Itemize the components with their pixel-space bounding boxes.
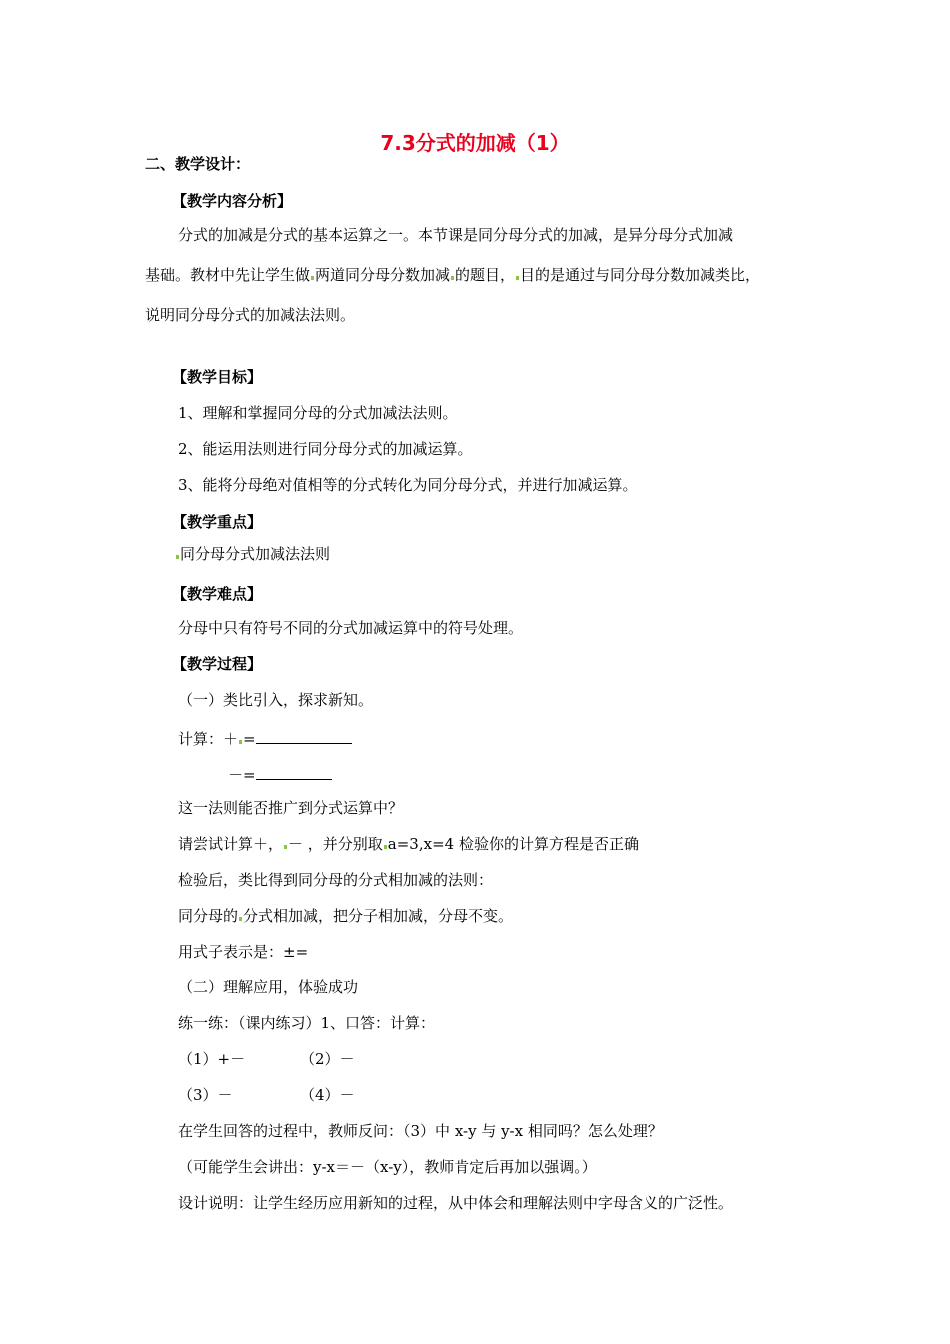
rule-text-a: 同分母的 [178,907,239,925]
difficulty-heading: 【教学难点】 [172,585,263,603]
try-line [178,834,639,854]
mark-dot [384,845,387,849]
mark-dot [284,845,287,849]
mark-dot [516,276,519,280]
content-analysis-heading: 【教学内容分析】 [172,192,293,210]
question-text: 这一法则能否推广到分式运算中？ [178,799,404,817]
process-part-1: （一）类比引入，探求新知。 [178,691,374,709]
goals-heading: 【教学目标】 [172,368,263,386]
rule-text-b: 分式相加减，把分子相加减，分母不变。 [243,907,514,925]
content-analysis-text-c: 的题目， [455,266,516,284]
key-point-text [175,544,330,564]
content-analysis-line-1: 分式的加减是分式的基本运算之一。本节课是同分母分式的加减，是异分母分式加减 [178,226,734,244]
student-answer: （可能学生会讲出：y-x＝－（x-y），教师肯定后再加以强调。） [178,1158,597,1176]
process-heading: 【教学过程】 [172,655,263,673]
content-analysis-text-b: 两道同分母分数加减 [315,266,451,284]
mark-dot [451,276,454,280]
calc-line-2 [228,763,332,785]
practice-text: 练一练：（课内练习）1、口答：计算： [178,1014,436,1032]
rule-line [178,906,513,926]
exercise-4: （4）－ [300,1086,355,1104]
exercise-1: （1）+－ [178,1050,246,1068]
goal-item: 1、理解和掌握同分母的分式加减法法则。 [178,404,458,422]
difficulty-text: 分母中只有符号不同的分式加减运算中的符号处理。 [178,619,524,637]
page-title: 7.3分式的加减（1） [380,131,570,155]
teacher-question: 在学生回答的过程中，教师反问：（3）中 x-y 与 y-x 相同吗？怎么处理？ [178,1122,663,1140]
key-point-heading: 【教学重点】 [172,513,263,531]
mark-dot [311,276,314,280]
key-point-label: 同分母分式加减法法则 [180,545,331,563]
content-analysis-text-d: 目的是通过与同分母分数加减类比， [520,266,761,284]
try-text-a: 请尝试计算＋， [178,835,284,853]
process-part-2: （二）理解应用，体验成功 [178,978,359,996]
mark-dot [239,740,242,744]
answer-blank [256,727,352,744]
calc-minus-equals: －= [228,766,256,784]
try-text-c: a=3,x=4 检验你的计算方程是否正确 [387,835,639,853]
mark-dot [176,555,179,559]
exercise-3: （3）－ [178,1086,233,1104]
check-text: 检验后，类比得到同分母的分式相加减的法则： [178,871,494,889]
try-text-b: － ，并分别取 [288,835,383,853]
calc-line-1 [178,727,352,749]
calc-label: 计算：＋ [178,730,239,748]
calc-equals: = [243,730,256,748]
content-analysis-line-3: 说明同分母分式的加减法法则。 [145,306,356,324]
content-analysis-line-2 [145,265,760,285]
goal-item: 2、能运用法则进行同分母分式的加减运算。 [178,440,473,458]
section-heading: 二、教学设计： [145,155,251,173]
mark-dot [239,917,242,921]
design-note: 设计说明：让学生经历应用新知的过程，从中体会和理解法则中字母含义的广泛性。 [178,1194,734,1212]
exercise-2: （2）－ [300,1050,355,1068]
goal-item: 3、能将分母绝对值相等的分式转化为同分母分式，并进行加减运算。 [178,476,638,494]
formula-text: 用式子表示是：±= [178,943,309,961]
content-analysis-text-a: 基础。教材中先让学生做 [145,266,311,284]
answer-blank [256,763,332,780]
